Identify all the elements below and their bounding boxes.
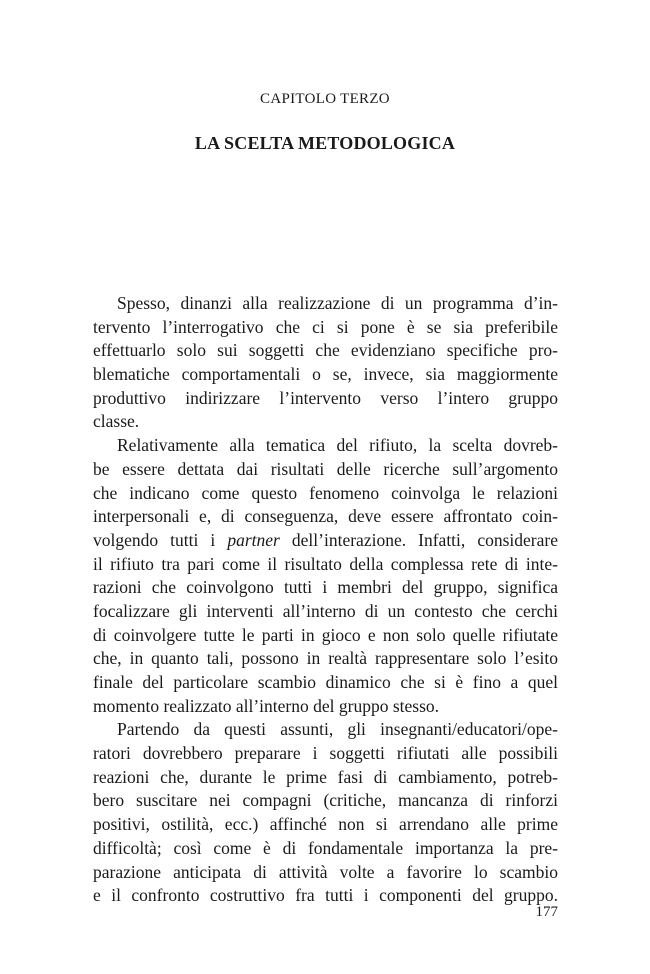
text-line-mixed bbox=[93, 529, 558, 553]
text-line: be essere dettata dai risultati delle ricerche sull’argomento bbox=[93, 458, 558, 479]
italic-term: partner bbox=[227, 529, 280, 550]
text-line: che, in quanto tali, possono in realtà rappresentare solo l’esito bbox=[93, 648, 558, 669]
text-line: finale del particolare scambio dinamico che si è fino a quel bbox=[93, 672, 558, 692]
page-number: 177 bbox=[535, 904, 558, 920]
text-line: reazioni che, durante le prime fasi di cambiamento, potreb- bbox=[93, 766, 558, 787]
text-line: di coinvolgere tutte le parti in gioco e non solo quelle rifiutate bbox=[93, 624, 558, 645]
text-segment: dell’interazione. Infatti, considerare bbox=[279, 529, 558, 550]
text-line: produttivo indirizzare l’intervento verso l’intero gruppo bbox=[93, 387, 558, 408]
text-line: blematiche comportamentali o se, invece, sia maggiormente bbox=[93, 364, 558, 385]
chapter-title: LA SCELTA METODOLOGICA bbox=[194, 133, 456, 153]
text-line: interpersonali e, di conseguenza, deve essere affrontato coin- bbox=[93, 506, 558, 527]
text-segment: volgendo tutti i bbox=[93, 529, 228, 550]
text-line: razioni che coinvolgono tutti i membri del gruppo, significa bbox=[93, 577, 558, 598]
text-line: bero suscitare nei compagni (critiche, mancanza di rinforzi bbox=[93, 790, 558, 811]
text-line: che indicano come questo fenomeno coinvolga le relazioni bbox=[93, 482, 558, 503]
text-line: Partendo da questi assunti, gli insegnanti/educatori/ope- bbox=[117, 719, 558, 740]
text-line: effettuarlo solo sui soggetti che evidenziano specifiche pro- bbox=[93, 340, 558, 361]
text-line: momento realizzato all’interno del gruppo stesso. bbox=[93, 695, 440, 716]
text-line: parazione anticipata di attività volte a favorire lo scambio bbox=[93, 861, 558, 882]
chapter-label: CAPITOLO TERZO bbox=[260, 91, 390, 107]
text-line: tervento l’interrogativo che ci si pone è se sia preferibile bbox=[93, 316, 558, 337]
text-line: classe. bbox=[93, 411, 140, 432]
text-line: il rifiuto tra pari come il risultato della complessa rete di inte- bbox=[93, 553, 558, 574]
text-line: ratori dovrebbero preparare i soggetti rifiutati alle possibili bbox=[93, 743, 558, 764]
text-line: Spesso, dinanzi alla realizzazione di un programma d’in- bbox=[117, 293, 558, 313]
text-line: difficoltà; così come è di fondamentale importanza la pre- bbox=[93, 837, 558, 858]
text-line: Relativamente alla tematica del rifiuto, la scelta dovreb- bbox=[117, 435, 558, 456]
body-text bbox=[93, 292, 558, 908]
text-line: focalizzare gli interventi all’interno di un contesto che cerchi bbox=[93, 600, 558, 621]
text-line: e il confronto costruttivo fra tutti i componenti del gruppo. bbox=[93, 885, 558, 906]
text-line: positivi, ostilità, ecc.) affinché non si arrendano alle prime bbox=[93, 814, 558, 835]
